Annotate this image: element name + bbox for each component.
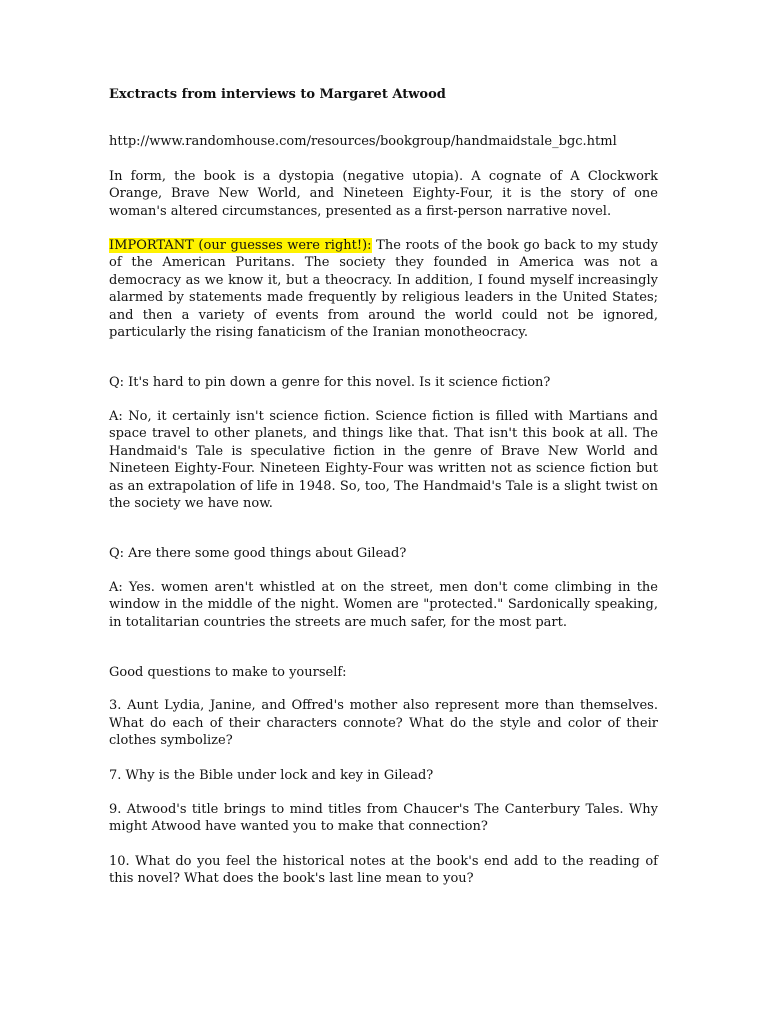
question-item-3: 3. Aunt Lydia, Janine, and Offred's mother also represent more than themselves. What do each of their characters connote? What do the style and color of their clothes symbolize? bbox=[109, 698, 658, 749]
source-url: http://www.randomhouse.com/resources/bookgroup/handmaidstale_bgc.html bbox=[109, 134, 617, 150]
document-title: Exctracts from interviews to Margaret Atwood bbox=[109, 87, 446, 102]
important-text: The roots of the book go back to my study of the American Puritans. The society they founded in America was not a democracy as we know it, but a theocracy. In addition, I found myself increasingly alarmed by statements made frequently by religious leaders in the United States; and then a variety of events from around the world could not be ignored, particularly the rising fanaticism of the Iranian monotheocracy. bbox=[109, 238, 659, 341]
questions-heading: Good questions to make to yourself: bbox=[109, 664, 347, 680]
question-2: Q: Are there some good things about Gilead? bbox=[109, 546, 407, 562]
important-label: IMPORTANT (our guesses were right!): bbox=[109, 238, 372, 254]
answer-1: A: No, it certainly isn't science fiction. Science fiction is filled with Martians and space travel to other planets, and things like that. That isn't this book at all. The Handmaid's Tale is speculative fiction in the genre of Brave New World and Nineteen Eighty-Four. Nineteen Eighty-Four was written not as science fiction but as an extrapolation of life in 1948. So, too, The Handmaid's Tale is a slight twist on the society we have now. bbox=[109, 408, 658, 511]
intro-paragraph: In form, the book is a dystopia (negative utopia). A cognate of A Clockwork Orange, Brave New World, and Nineteen Eighty-Four, it is the story of one woman's altered circumstances, presented as a first-person narrative novel. bbox=[109, 168, 658, 219]
answer-2: A: Yes. women aren't whistled at on the street, men don't come climbing in the window in the middle of the night. Women are "protected." Sardonically speaking, in totalitarian countries the streets are much safer, for the most part. bbox=[109, 579, 658, 630]
question-item-7: 7. Why is the Bible under lock and key in Gilead? bbox=[109, 767, 434, 783]
question-item-9: 9. Atwood's title brings to mind titles from Chaucer's The Canterbury Tales. Why might Atwood have wanted you to make that connection? bbox=[109, 801, 658, 835]
question-item-10: 10. What do you feel the historical notes at the book's end add to the reading of this novel? What does the book's last line mean to you? bbox=[109, 853, 658, 887]
question-1: Q: It's hard to pin down a genre for this novel. Is it science fiction? bbox=[109, 375, 551, 391]
important-paragraph bbox=[109, 237, 658, 341]
document-page bbox=[109, 86, 658, 888]
